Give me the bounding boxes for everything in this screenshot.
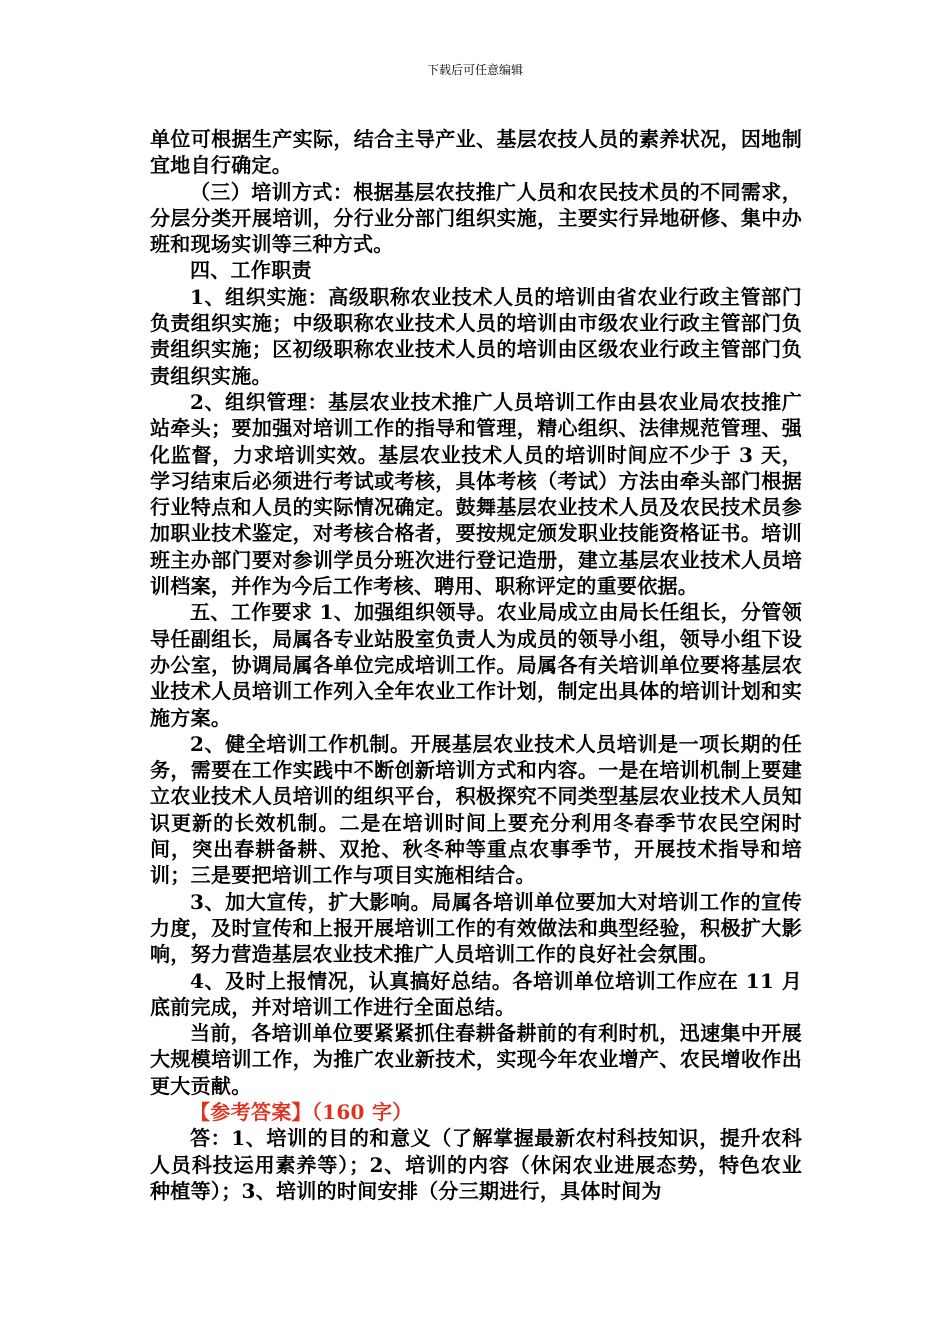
paragraph-training-mechanism: 2、健全培训工作机制。开展基层农业技术人员培训是一项长期的任务，需要在工作实践中不断创新培训方式和内容。一是在培训机制上要建立农业技术人员培训的组织平台，积极探究不同类型基层农业技术人员知识更新的长效机制。二是在培训时间上要充分利用冬春季节农民空闲时间，突出春耕备耕、双抢、秋冬种等重点农事季节，开展技术指导和培训；三是要把培训工作与项目实施相结合。 [150,731,802,888]
paragraph-publicity: 3、加大宣传，扩大影响。局属各培训单位要加大对培训工作的宣传力度，及时宣传和上报开展培训工作的有效做法和典型经验，积极扩大影响，努力营造基层农业技术推广人员培训工作的良好社会氛围。 [150,889,802,967]
paragraph-conclusion: 当前，各培训单位要紧紧抓住春耕备耕前的有利时机，迅速集中开展大规模培训工作，为推广农业新技术，实现今年农业增产、农民增收作出更大贡献。 [150,1021,802,1098]
paragraph-unit-continuation: 单位可根据生产实际，结合主导产业、基层农技人员的素养状况，因地制宜地自行确定。 [150,127,802,178]
paragraph-organization-implementation: 1、组织实施：高级职称农业技术人员的培训由省农业行政主管部门负责组织实施；中级职称农业技术人员的培训由市级农业行政主管部门负责组织实施；区初级职称农业技术人员的培训由区级农业行政主管部门负责组织实施。 [150,284,802,388]
page-header: 下载后可任意编辑 [426,63,523,77]
paragraph-work-requirements: 五、工作要求 1、加强组织领导。农业局成立由局长任组长，分管领导任副组长，局属各专业站股室负责人为成员的领导小组，领导小组下设办公室，协调局属各单位完成培训工作。局属各有关培训单位要将基层农业技术人员培训工作列入全年农业工作计划，制定出具体的培训计划和实施方案。 [150,600,802,730]
reference-answer-text: 答：1、培训的目的和意义（了解掌握最新农村科技知识，提升农科人员科技运用素养等）；2、培训的内容（休闲农业进展态势，特色农业种植等）；3、培训的时间安排（分三期进行，具体时间为 [150,1126,802,1203]
paragraph-organization-management: 2、组织管理：基层农业技术推广人员培训工作由县农业局农技推广站牵头；要加强对培训工作的指导和管理，精心组织、法律规范管理、强化监督，力求培训实效。基层农业技术人员的培训时间应不少于 3 天，学习结束后必须进行考试或考核，具体考核（考试）方法由牵头部门根据行业特点和人员的实际情况确定。鼓舞基层农业技术人员及农民技术员参加职业技术鉴定，对考核合格者，要按规定颁发职业技能资格证书。培训班主办部门要对参训学员分班次进行登记造册，建立基层农业技术人员培训档案，并作为今后工作考核、聘用、职称评定的重要依据。 [150,389,802,599]
document-body [150,126,802,1204]
reference-answer-heading: 【参考答案】（160 字） [190,1099,413,1124]
paragraph-training-method: （三）培训方式：根据基层农技推广人员和农民技术员的不同需求，分层分类开展培训，分行业分部门组织实施，主要实行异地研修、集中办班和现场实训等三种方式。 [150,179,802,257]
paragraph-reporting: 4、及时上报情况，认真搞好总结。各培训单位培训工作应在 11 月底前完成，并对培训工作进行全面总结。 [150,968,802,1019]
section-heading-duties: 四、工作职责 [190,258,312,283]
